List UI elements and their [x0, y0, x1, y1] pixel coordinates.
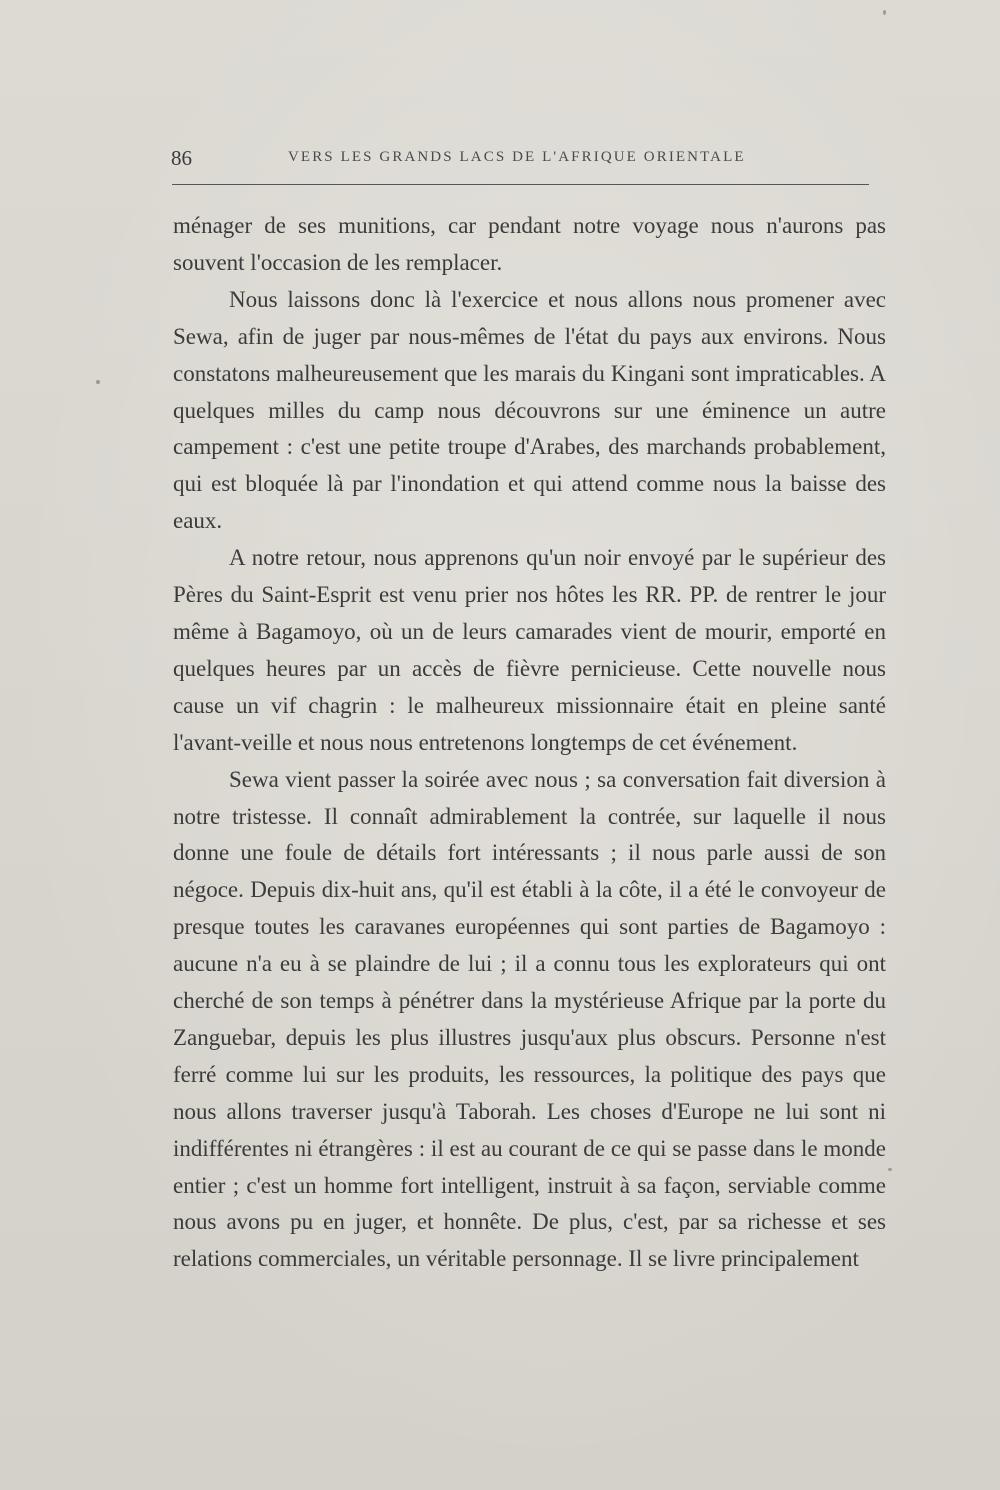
body-text [173, 208, 886, 1278]
running-title: VERS LES GRANDS LACS DE L'AFRIQUE ORIENTALE [288, 149, 746, 165]
header-rule [172, 184, 869, 185]
paragraph-continuation: ménager de ses munitions, car pendant notre voyage nous n'aurons pas souvent l'occasion de les remplacer. [173, 213, 886, 275]
paragraph-news-of-death: A notre retour, nous apprenons qu'un noir envoyé par le supérieur des Pères du Saint-Esprit est venu prier nos hôtes les RR. PP. de rentrer le jour même à Bagamoyo, où un de leurs camarades vient de mourir, emporté en quelques heures par un accès de fièvre pernicieuse. Cette nouvelle nous cause un vif chagrin : le malheureux missionnaire était en pleine santé l'avant-veille et nous nous entretenons longtemps de cet événement. [173, 545, 886, 755]
paper-speck [96, 380, 100, 384]
page-number: 86 [171, 146, 192, 170]
paper-speck [883, 10, 886, 15]
running-head [171, 142, 871, 172]
paper-speck [888, 1168, 892, 1171]
paragraph-exploration: Nous laissons donc là l'exercice et nous allons nous promener avec Sewa, afin de juger par nous-mêmes de l'état du pays aux environs. Nous constatons malheureusement que les marais du Kingani sont impraticables. A quelques milles du camp nous découvrons sur une éminence un autre campement : c'est une petite troupe d'Arabes, des marchands probablement, qui est bloquée là par l'inondation et qui attend comme nous la baisse des eaux. [173, 286, 886, 534]
paragraph-sewa-evening: Sewa vient passer la soirée avec nous ; sa conversation fait diversion à notre tristesse. Il connaît admirablement la contrée, sur laquelle il nous donne une foule de détails fort intéressants ; il nous parle aussi de son négoce. Depuis dix-huit ans, qu'il est établi à la côte, il a été le convoyeur de presque toutes les caravanes européennes qui sont parties de Bagamoyo : aucune n'a eu à se plaindre de lui ; il a connu tous les explorateurs qui ont cherché de son temps à pénétrer dans la mystérieuse Afrique par la porte du Zanguebar, depuis les plus illustres jusqu'aux plus obscurs. Personne n'est ferré comme lui sur les produits, les ressources, la politique des pays que nous allons traverser jusqu'à Taborah. Les choses d'Europe ne lui sont ni indifférentes ni étrangères : il est au courant de ce qui se passe dans le monde entier ; c'est un homme fort intelligent, instruit à sa façon, serviable comme nous avons pu en juger, et honnête. De plus, c'est, par sa richesse et ses relations commerciales, un véritable personnage. Il se livre principalement [173, 766, 886, 1272]
